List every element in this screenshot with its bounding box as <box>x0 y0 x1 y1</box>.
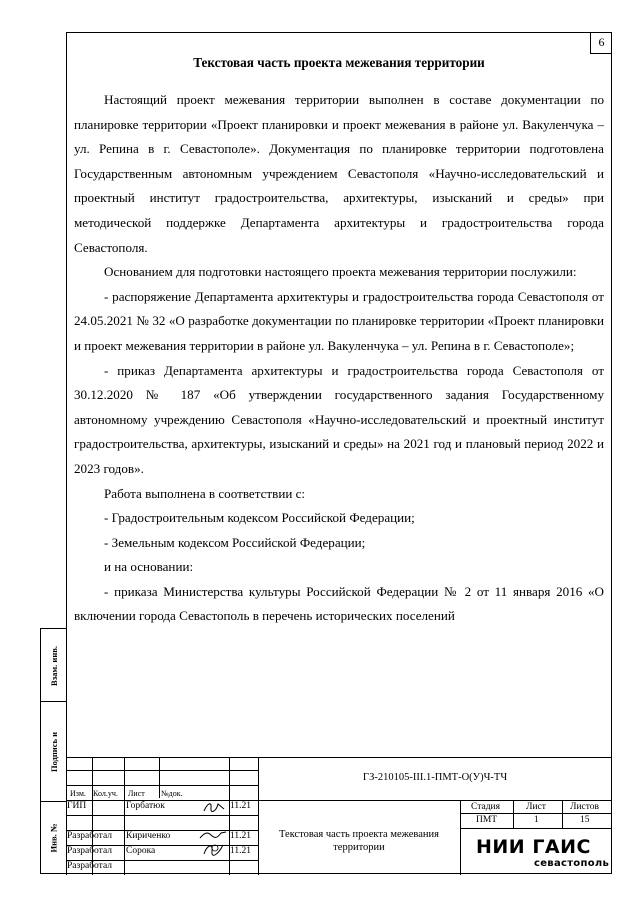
paragraph: - приказа Министерства культуры Российской Федерации № 2 от 11 января 2016 «О включении города Севастополь в перечень исторических поселений <box>74 583 604 624</box>
side-label-inv-no: Инв. № <box>48 823 59 853</box>
paragraph: Работа выполнена в соответствии с: <box>104 485 306 501</box>
sheets-value: 15 <box>580 815 590 825</box>
row-role: Разработал <box>67 861 112 871</box>
sheet-value: 1 <box>534 815 539 825</box>
stage-value: ПМТ <box>476 815 498 825</box>
paragraph: - распоряжение Департамента архитектуры и градостроительства города Севастополя от 24.05.2021 № 32 «О разработке документации по планировке территории «Проект планировки и проект межевания территории в районе ул. Вакуленчука – ул. Репина в г. Севастополе»; <box>74 288 604 353</box>
document-code: ГЗ-210105-III.1-ПМТ-О(У)Ч-ТЧ <box>362 772 508 783</box>
signature-icon <box>202 842 226 856</box>
paragraph: - Земельным кодексом Российской Федерации; <box>104 534 366 550</box>
paragraph: - Градостроительным кодексом Российской Федерации; <box>104 510 415 526</box>
stage-label: Стадия <box>471 802 500 812</box>
sheet-label: Лист <box>526 802 546 812</box>
header-list: Лист <box>128 789 145 798</box>
signature-icon <box>202 800 226 814</box>
paragraph: Основанием для подготовки настоящего проекта межевания территории послужили: <box>104 264 577 280</box>
row-name: Горбатюк <box>126 801 165 811</box>
header-ndok: №док. <box>161 789 183 798</box>
row-role: Разработал <box>67 831 112 841</box>
row-name: Кириченко <box>126 831 171 841</box>
paragraph: Настоящий проект межевания территории выполнен в составе документации по планировке территории «Проект планировки и проект межевания в районе ул. Вакуленчука – ул. Репина в г. Севастополе». Документация по планировке территории подготовлена Государственным автономным учреждением Севастополя «Научно-исследовательский и проектный институт градостроительства, архитектуры, изысканий и среды» при методической поддержке Департамента архитектуры и градостроительства города Севастополя. <box>74 92 604 255</box>
title-block <box>66 757 612 874</box>
sheets-label: Листов <box>570 802 600 812</box>
row-date: 11.21 <box>230 846 252 856</box>
row-role: Разработал <box>67 846 112 856</box>
sheet-description: Текстовая часть проекта межевания территории <box>279 829 439 853</box>
side-label-replace-inv: Взам. инв. <box>48 645 59 686</box>
row-date: 11.21 <box>230 831 252 841</box>
page-number: 6 <box>590 32 612 54</box>
page-title: Текстовая часть проекта межевания территории <box>193 55 485 70</box>
signature-icon <box>199 828 227 842</box>
document-body <box>74 88 604 629</box>
side-strip <box>40 628 66 874</box>
header-kol-uch: Кол.уч. <box>93 789 118 798</box>
header-izm: Изм. <box>70 789 86 798</box>
company-logo: НИИ ГАИС севастополь <box>476 836 610 869</box>
row-date: 11.21 <box>230 801 252 811</box>
side-label-signature: Подпись и <box>48 731 59 773</box>
row-name: Сорока <box>126 846 156 856</box>
paragraph: - приказ Департамента архитектуры и градостроительства города Севастополя от 30.12.2020 № 187 «Об утверждении государственного задания Государственному автономному учреждению Севастополя «Научно-исследовательский и проектный институт градостроительства, архитектуры, изысканий и среды» на 2021 год и плановый период 2022 и 2023 годов». <box>74 362 604 476</box>
row-role: ГИП <box>67 801 87 811</box>
paragraph: и на основании: <box>104 559 194 575</box>
